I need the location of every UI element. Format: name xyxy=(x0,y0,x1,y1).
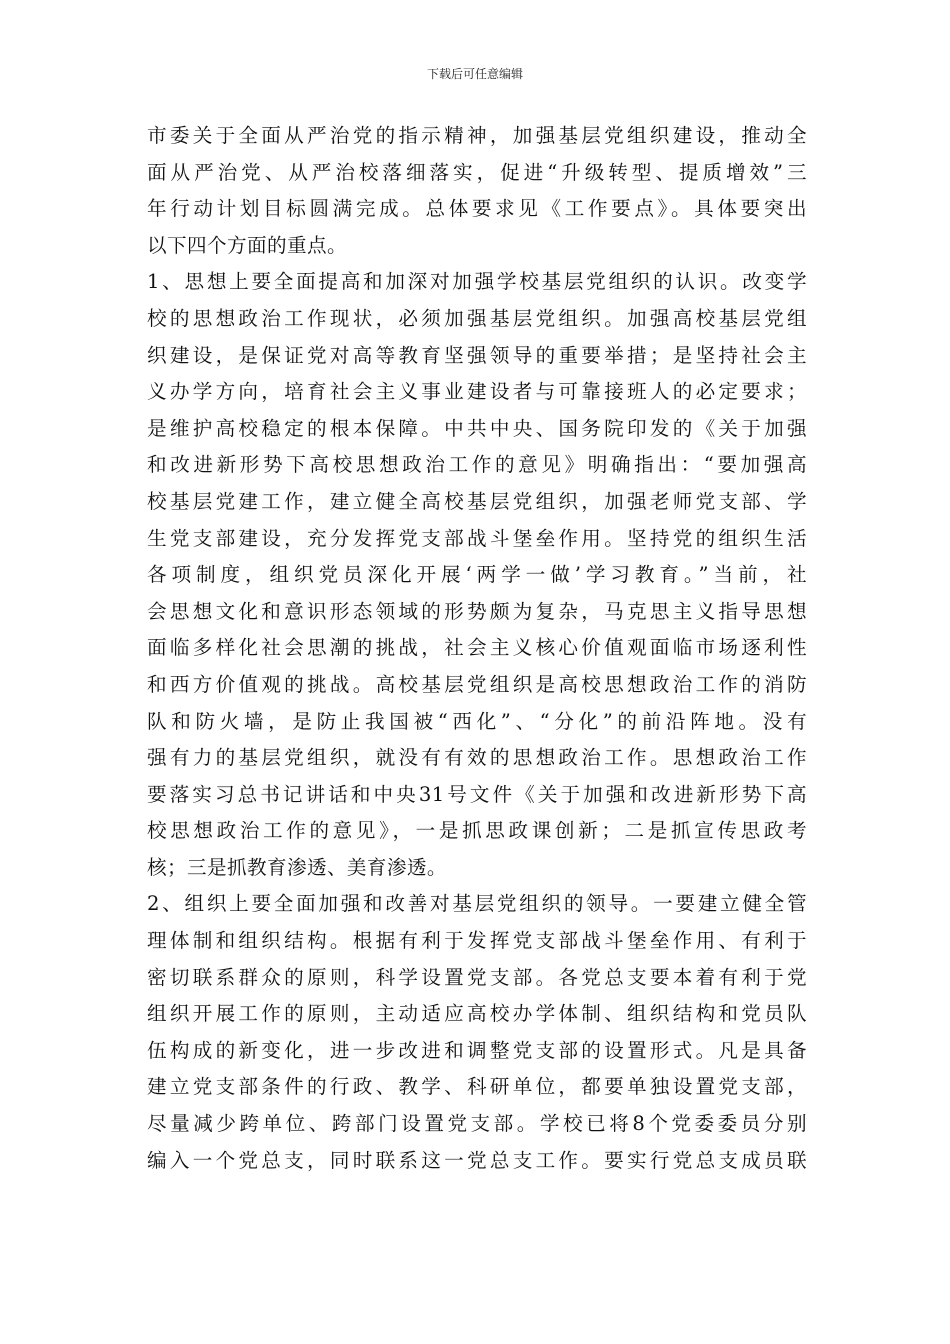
text-line: 市委关于全面从严治党的指示精神，加强基层党组织建设，推动全 xyxy=(147,124,807,147)
text-line: 会思想文化和意识形态领域的形势颇为复杂，马克思主义指导思想 xyxy=(147,599,807,623)
text-line: 2、组织上要全面加强和改善对基层党组织的领导。一要建立健全管 xyxy=(147,892,807,916)
text-line: 各项制度，组织党员深化开展‘两学一做’学习教育。”当前，社 xyxy=(147,563,807,587)
text-line: 尽量减少跨单位、跨部门设置党支部。学校已将8个党委委员分别 xyxy=(147,1112,807,1136)
text-line: 理体制和组织结构。根据有利于发挥党支部战斗堡垒作用、有利于 xyxy=(147,929,807,953)
text-line: 核；三是抓教育渗透、美育渗透。 xyxy=(147,855,447,879)
text-line: 生党支部建设，充分发挥党支部战斗堡垒作用。坚持党的组织生活 xyxy=(147,526,807,550)
text-line: 和西方价值观的挑战。高校基层党组织是高校思想政治工作的消防 xyxy=(147,672,807,696)
text-line: 面从严治党、从严治校落细落实，促进“升级转型、提质增效”三 xyxy=(147,160,807,184)
text-line: 义办学方向，培育社会主义事业建设者与可靠接班人的必定要求； xyxy=(147,380,807,404)
text-line: 以下四个方面的重点。 xyxy=(147,233,347,257)
text-line: 强有力的基层党组织，就没有有效的思想政治工作。思想政治工作 xyxy=(147,746,807,770)
text-line: 伍构成的新变化，进一步改进和调整党支部的设置形式。凡是具备 xyxy=(147,1038,807,1062)
text-line: 编入一个党总支，同时联系这一党总支工作。要实行党总支成员联 xyxy=(147,1148,807,1172)
text-line: 组织开展工作的原则，主动适应高校办学体制、组织结构和党员队 xyxy=(147,1002,807,1026)
text-line: 和改进新形势下高校思想政治工作的意见》明确指出：“要加强高 xyxy=(147,453,807,477)
text-line: 1、思想上要全面提高和加深对加强学校基层党组织的认识。改变学 xyxy=(147,270,807,294)
page-header: 下载后可任意编辑 xyxy=(426,67,523,81)
text-line: 校基层党建工作，建立健全高校基层党组织，加强老师党支部、学 xyxy=(147,489,807,513)
text-line: 校的思想政治工作现状，必须加强基层党组织。加强高校基层党组 xyxy=(147,306,807,330)
text-line: 密切联系群众的原则，科学设置党支部。各党总支要本着有利于党 xyxy=(147,965,807,989)
text-line: 校思想政治工作的意见》，一是抓思政课创新；二是抓宣传思政考 xyxy=(147,819,807,843)
text-line: 织建设，是保证党对高等教育坚强领导的重要举措；是坚持社会主 xyxy=(147,343,807,367)
text-line: 年行动计划目标圆满完成。总体要求见《工作要点》。具体要突出 xyxy=(147,197,807,221)
text-line: 要落实习总书记讲话和中央31号文件《关于加强和改进新形势下高 xyxy=(147,782,807,806)
text-line: 队和防火墙，是防止我国被“西化”、“分化”的前沿阵地。没有 xyxy=(147,709,807,733)
text-line: 建立党支部条件的行政、教学、科研单位，都要单独设置党支部， xyxy=(147,1075,807,1099)
text-line: 是维护高校稳定的根本保障。中共中央、国务院印发的《关于加强 xyxy=(147,416,807,440)
document-body xyxy=(147,118,807,1179)
text-line: 面临多样化社会思潮的挑战，社会主义核心价值观面临市场逐利性 xyxy=(147,636,807,660)
